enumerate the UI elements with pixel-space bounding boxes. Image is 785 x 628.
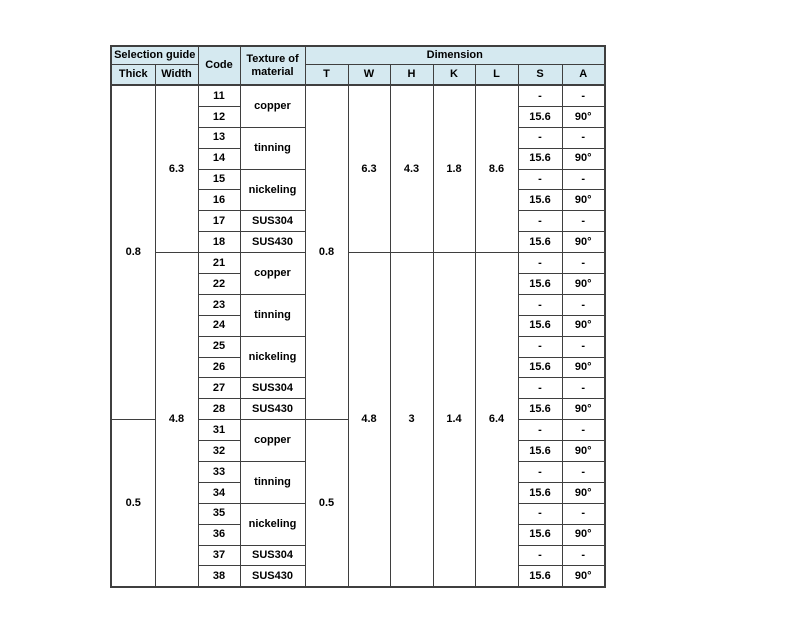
dim-s-value: -: [518, 336, 562, 357]
code-value: 24: [198, 315, 240, 336]
table-header: [111, 46, 605, 85]
header-texture-line1: Texture of: [246, 52, 299, 65]
dim-a-value: 90°: [562, 232, 605, 253]
dim-s-value: -: [518, 253, 562, 274]
header-dim-h: H: [390, 65, 433, 86]
code-value: 21: [198, 253, 240, 274]
selection-guide-table: [110, 45, 606, 588]
dim-a-value: -: [562, 336, 605, 357]
code-value: 28: [198, 399, 240, 420]
dim-w-value: 6.3: [348, 85, 390, 253]
header-dim-k: K: [433, 65, 475, 86]
dim-a-value: -: [562, 253, 605, 274]
table-row: [111, 253, 605, 274]
material-value: SUS304: [240, 211, 305, 232]
dim-a-value: -: [562, 545, 605, 566]
code-value: 34: [198, 482, 240, 503]
dim-k-value: 1.8: [433, 85, 475, 253]
material-value: tinning: [240, 462, 305, 504]
code-value: 36: [198, 524, 240, 545]
code-value: 14: [198, 148, 240, 169]
code-value: 33: [198, 462, 240, 483]
dim-s-value: 15.6: [518, 399, 562, 420]
dim-s-value: -: [518, 503, 562, 524]
table-row: [111, 85, 605, 106]
dim-a-value: 90°: [562, 524, 605, 545]
dim-a-value: -: [562, 211, 605, 232]
code-value: 27: [198, 378, 240, 399]
dim-a-value: 90°: [562, 315, 605, 336]
dim-a-value: -: [562, 85, 605, 106]
dim-s-value: 15.6: [518, 148, 562, 169]
dim-h-value: 3: [390, 253, 433, 588]
dim-h-value: 4.3: [390, 85, 433, 253]
dim-s-value: 15.6: [518, 232, 562, 253]
header-dim-l: L: [475, 65, 518, 86]
material-value: tinning: [240, 294, 305, 336]
code-value: 18: [198, 232, 240, 253]
header-texture-of-material: [240, 46, 305, 85]
dim-l-value: 8.6: [475, 85, 518, 253]
dim-a-value: 90°: [562, 357, 605, 378]
dim-s-value: -: [518, 294, 562, 315]
material-value: copper: [240, 253, 305, 295]
dim-a-value: -: [562, 169, 605, 190]
material-value: copper: [240, 420, 305, 462]
header-selection-guide: Selection guide: [111, 46, 198, 65]
code-value: 23: [198, 294, 240, 315]
thick-value: 0.5: [111, 420, 155, 588]
header-row-1: [111, 46, 605, 65]
code-value: 12: [198, 106, 240, 127]
dim-l-value: 6.4: [475, 253, 518, 588]
table-body: [111, 85, 605, 587]
code-value: 31: [198, 420, 240, 441]
header-dim-a: A: [562, 65, 605, 86]
material-value: nickeling: [240, 336, 305, 378]
dim-a-value: -: [562, 127, 605, 148]
dim-s-value: 15.6: [518, 106, 562, 127]
width-value: 4.8: [155, 253, 198, 588]
dim-s-value: 15.6: [518, 566, 562, 587]
dim-s-value: -: [518, 127, 562, 148]
dim-s-value: -: [518, 420, 562, 441]
code-value: 25: [198, 336, 240, 357]
header-dimension: Dimension: [305, 46, 605, 65]
dim-a-value: 90°: [562, 148, 605, 169]
dim-s-value: -: [518, 169, 562, 190]
dim-s-value: 15.6: [518, 441, 562, 462]
code-value: 15: [198, 169, 240, 190]
code-value: 26: [198, 357, 240, 378]
dim-a-value: -: [562, 378, 605, 399]
dim-a-value: 90°: [562, 106, 605, 127]
dim-s-value: 15.6: [518, 482, 562, 503]
dim-w-value: 4.8: [348, 253, 390, 588]
dim-s-value: 15.6: [518, 190, 562, 211]
code-value: 11: [198, 85, 240, 106]
dim-k-value: 1.4: [433, 253, 475, 588]
header-code: Code: [198, 46, 240, 85]
code-value: 35: [198, 503, 240, 524]
dim-s-value: -: [518, 462, 562, 483]
dim-s-value: -: [518, 378, 562, 399]
header-width: Width: [155, 65, 198, 86]
dim-s-value: -: [518, 85, 562, 106]
dim-a-value: -: [562, 294, 605, 315]
width-value: 6.3: [155, 85, 198, 253]
thick-value: 0.8: [111, 85, 155, 420]
material-value: SUS304: [240, 545, 305, 566]
dim-s-value: 15.6: [518, 357, 562, 378]
dim-a-value: 90°: [562, 399, 605, 420]
dim-s-value: 15.6: [518, 274, 562, 295]
dim-a-value: -: [562, 503, 605, 524]
dim-t-value: 0.8: [305, 85, 348, 420]
dim-a-value: 90°: [562, 482, 605, 503]
code-value: 16: [198, 190, 240, 211]
material-value: SUS430: [240, 566, 305, 587]
dim-s-value: 15.6: [518, 315, 562, 336]
material-value: nickeling: [240, 169, 305, 211]
material-value: SUS430: [240, 232, 305, 253]
code-value: 17: [198, 211, 240, 232]
material-value: nickeling: [240, 503, 305, 545]
header-row-2: [111, 65, 605, 86]
header-thick: Thick: [111, 65, 155, 86]
code-value: 37: [198, 545, 240, 566]
dim-s-value: 15.6: [518, 524, 562, 545]
dim-s-value: -: [518, 545, 562, 566]
header-texture-line2: material: [251, 65, 294, 78]
code-value: 22: [198, 274, 240, 295]
code-value: 38: [198, 566, 240, 587]
material-value: copper: [240, 85, 305, 127]
dim-a-value: -: [562, 462, 605, 483]
material-value: SUS430: [240, 399, 305, 420]
dim-s-value: -: [518, 211, 562, 232]
dim-a-value: 90°: [562, 441, 605, 462]
header-dim-w: W: [348, 65, 390, 86]
header-dim-t: T: [305, 65, 348, 86]
dim-t-value: 0.5: [305, 420, 348, 588]
material-value: SUS304: [240, 378, 305, 399]
dim-a-value: 90°: [562, 274, 605, 295]
dim-a-value: -: [562, 420, 605, 441]
material-value: tinning: [240, 127, 305, 169]
dim-a-value: 90°: [562, 566, 605, 587]
dim-a-value: 90°: [562, 190, 605, 211]
header-dim-s: S: [518, 65, 562, 86]
code-value: 13: [198, 127, 240, 148]
code-value: 32: [198, 441, 240, 462]
